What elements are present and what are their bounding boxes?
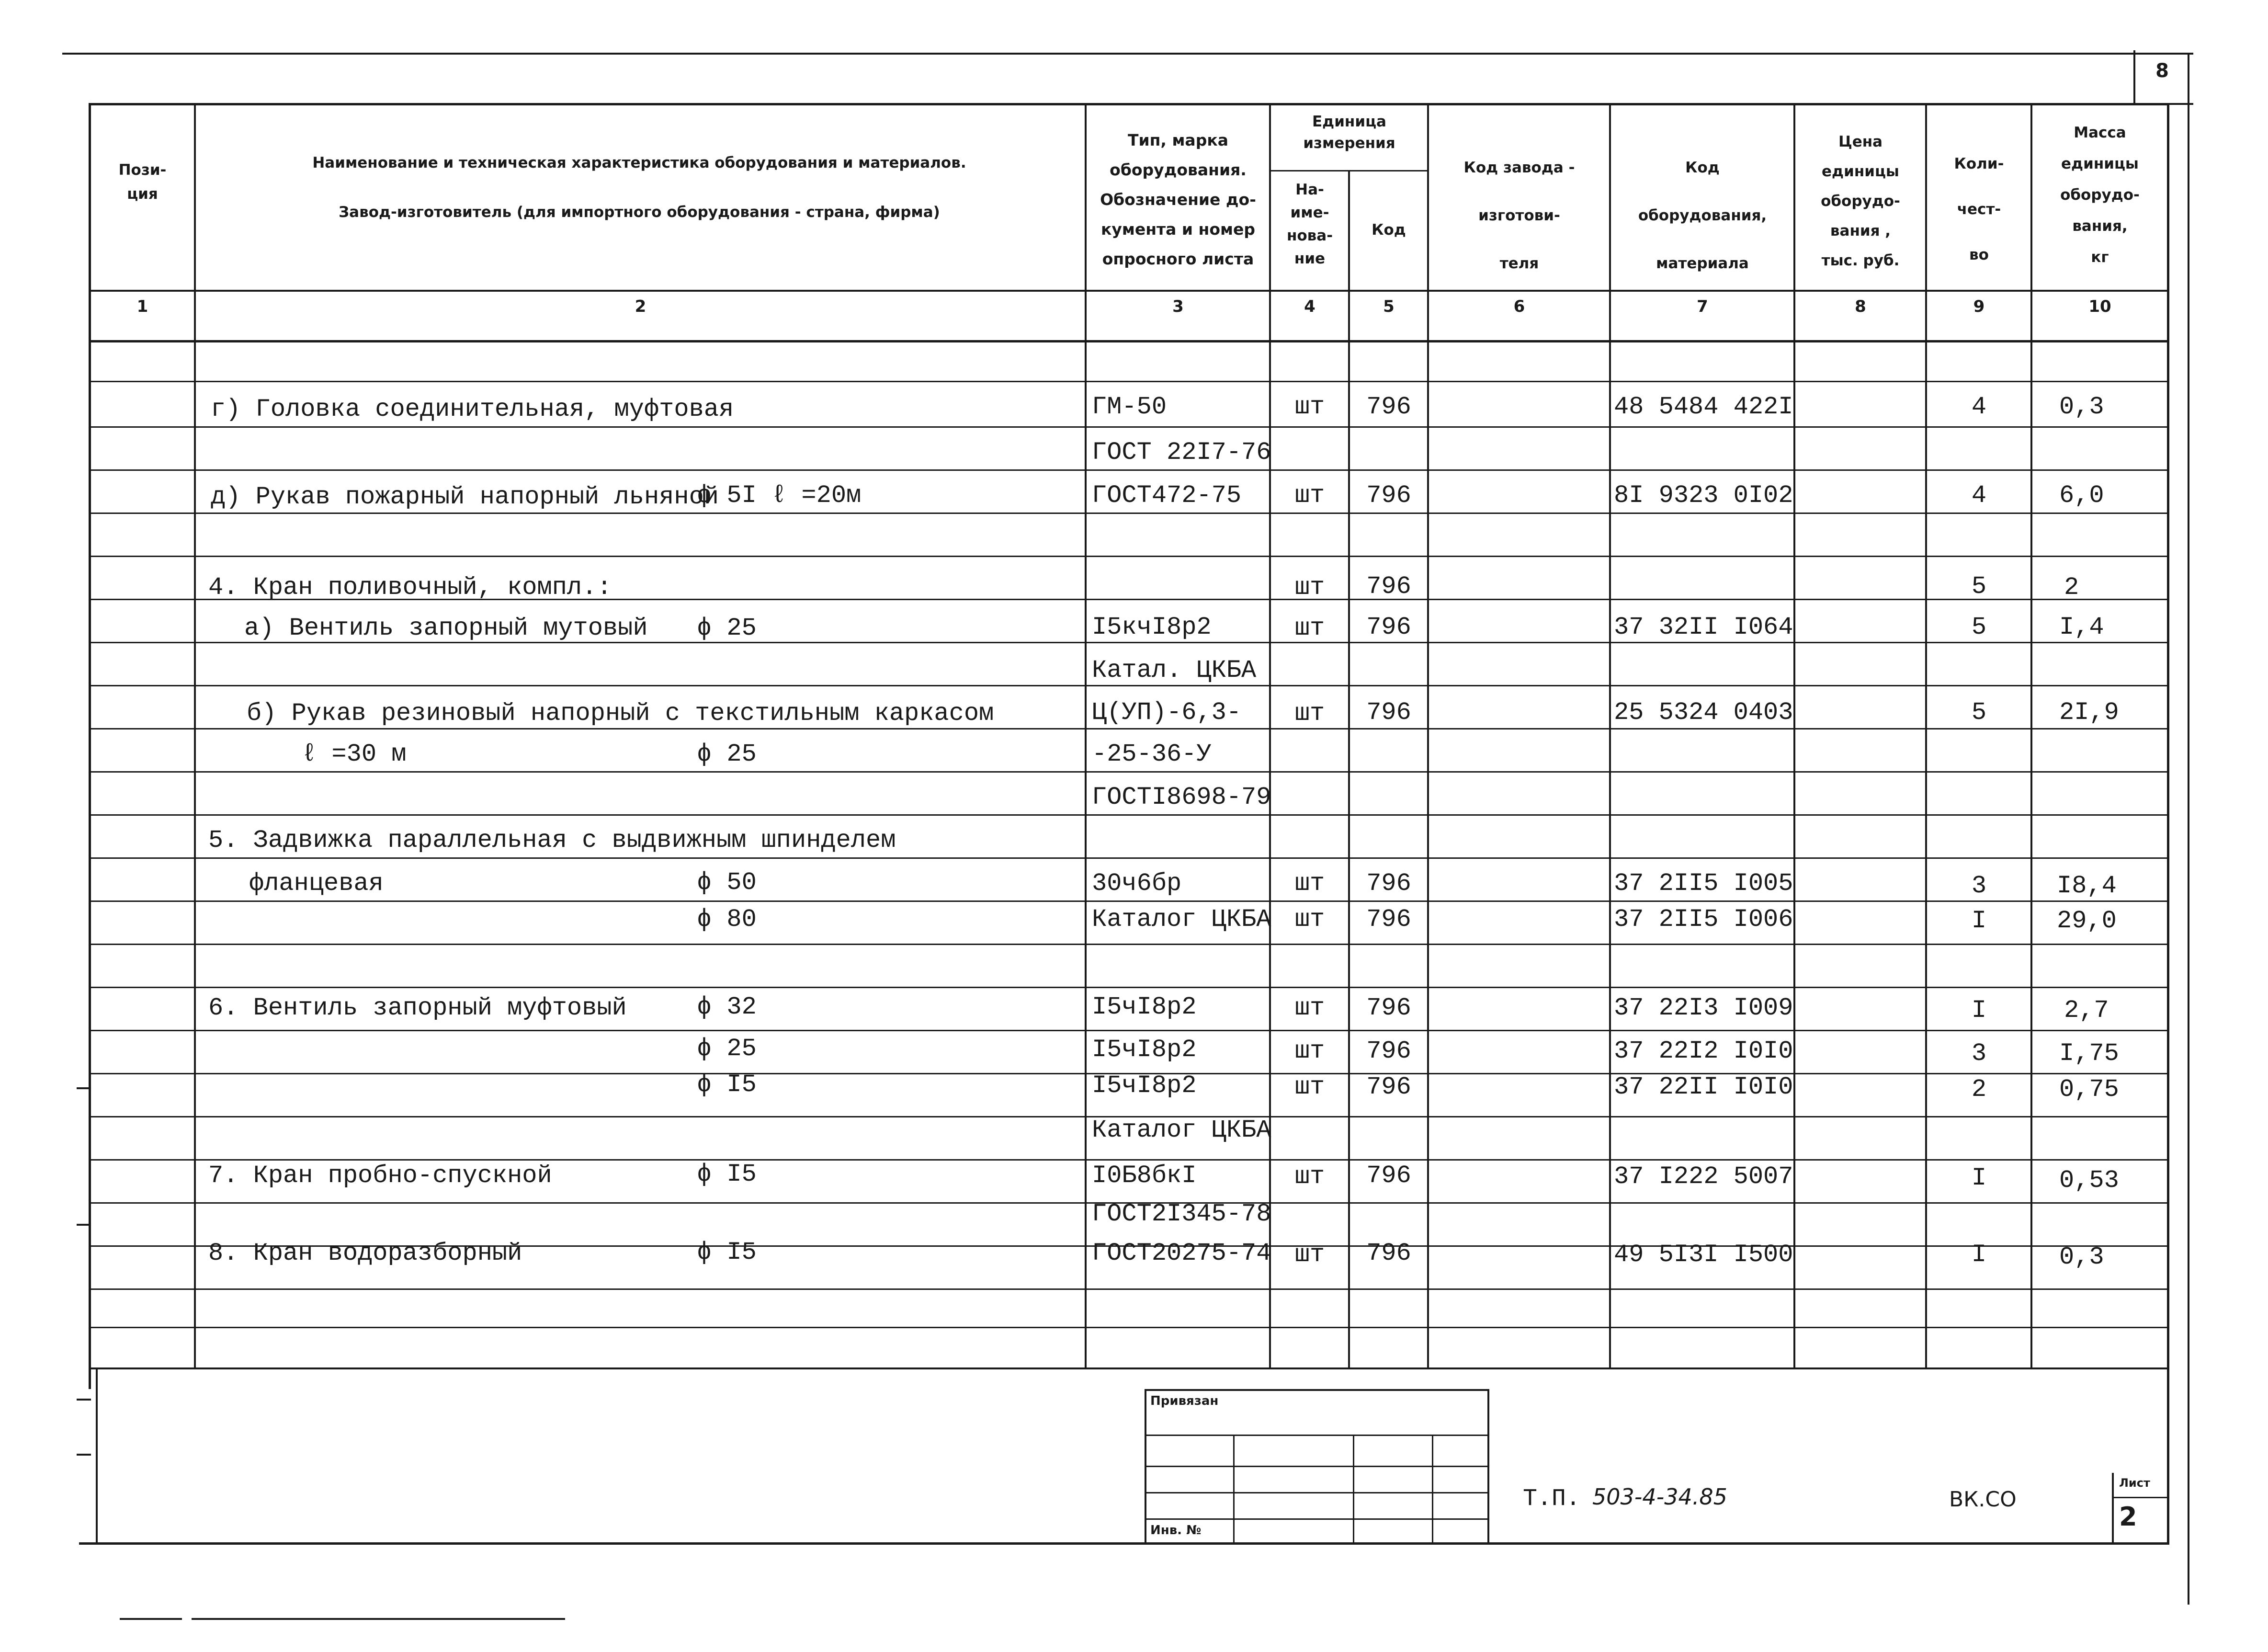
row-unit-code: 796 — [1366, 869, 1411, 898]
row-diameter: ϕ 25 — [697, 1035, 757, 1063]
column-number: 8 — [1855, 297, 1866, 316]
row-line — [89, 556, 2169, 557]
header-unit-name: На- име- нова- ние — [1286, 181, 1333, 267]
row-item-name: 5. Задвижка параллельная с выдвижным шпинделем — [208, 826, 896, 854]
privyazan-grid-line — [1145, 1518, 1489, 1520]
privyazan-grid-line — [1145, 1492, 1489, 1493]
row-equipment-code: 25 5324 0403 — [1614, 698, 1793, 727]
right-frame-line — [2188, 53, 2189, 1605]
row-equipment-code: 37 22I2 I0I0 — [1614, 1037, 1793, 1065]
row-line — [89, 857, 2169, 859]
row-mass: 0,3 — [2059, 1243, 2104, 1271]
column-number: 9 — [1973, 297, 1985, 316]
row-unit-code: 796 — [1366, 393, 1411, 421]
row-type: I5чI8р2 — [1092, 1036, 1197, 1064]
privyazan-grid-col — [1353, 1435, 1354, 1542]
row-line — [89, 469, 2169, 471]
row-unit-code: 796 — [1366, 1073, 1411, 1101]
row-item-name: д) Рукав пожарный напорный льняной — [211, 483, 719, 511]
row-mass: 29,0 — [2057, 907, 2117, 935]
row-quantity: 3 — [1971, 872, 1987, 900]
row-unit: шт — [1294, 905, 1325, 934]
column-number: 5 — [1383, 297, 1395, 316]
row-unit: шт — [1294, 1241, 1325, 1269]
doc-prefix: Т.П. — [1523, 1485, 1581, 1513]
margin-tick — [77, 1224, 91, 1226]
row-mass: I8,4 — [2057, 872, 2117, 900]
row-type: I5чI8р2 — [1092, 1071, 1197, 1100]
row-equipment-code: 37 22I3 I009 — [1614, 994, 1793, 1022]
privyazan-grid-col — [1432, 1435, 1433, 1542]
row-item-name: фланцевая — [249, 869, 384, 898]
row-equipment-code: 37 2II5 I005 — [1614, 869, 1793, 898]
col-divider-8 — [1925, 103, 1927, 1367]
row-type: Каталог ЦКБА — [1092, 905, 1271, 934]
column-number: 7 — [1697, 297, 1708, 316]
row-type: ГОСТ 22I7-76 — [1092, 438, 1271, 467]
row-unit: шт — [1294, 994, 1325, 1022]
header-name-line2: Завод-изготовитель (для импортного оборудования - страна, фирма) — [339, 204, 940, 221]
row-mass: 2I,9 — [2059, 698, 2119, 727]
row-unit-code: 796 — [1366, 1162, 1411, 1190]
row-type: Каталог ЦКБА — [1092, 1116, 1271, 1144]
row-equipment-code: 48 5484 422I — [1614, 393, 1793, 421]
table-top-border — [89, 103, 2169, 105]
row-type: I0Б8бкI — [1092, 1162, 1197, 1190]
row-diameter: ϕ 25 — [697, 740, 757, 768]
sheet-box-divider — [2112, 1497, 2169, 1498]
row-unit-code: 796 — [1366, 613, 1411, 641]
row-unit-code: 796 — [1366, 481, 1411, 510]
row-line — [89, 771, 2169, 773]
header-position: Пози- ция — [118, 161, 167, 203]
column-number: 6 — [1513, 297, 1525, 316]
table-right-border — [2167, 103, 2169, 1389]
row-item-name: б) Рукав резиновый напорный с текстильным каркасом — [247, 699, 994, 728]
row-diameter: ϕ I5 — [697, 1160, 757, 1188]
row-mass: I,4 — [2059, 613, 2104, 641]
sheet-label: Лист — [2119, 1476, 2150, 1490]
row-unit-code: 796 — [1366, 1037, 1411, 1065]
row-quantity: 2 — [1971, 1075, 1987, 1104]
row-line — [89, 513, 2169, 514]
col-divider-6 — [1609, 103, 1611, 1367]
row-item-name: 4. Кран поливочный, компл.: — [208, 573, 612, 602]
row-quantity: I — [1971, 1241, 1987, 1269]
row-quantity: I — [1971, 1164, 1987, 1192]
row-line — [89, 1288, 2169, 1290]
row-type: ГОСТ20275-74 — [1092, 1239, 1271, 1267]
privyazan-grid-line — [1145, 1466, 1489, 1467]
header-factory-code: Код завода - изготови- теля — [1463, 159, 1575, 272]
header-quantity: Коли- чест- во — [1954, 155, 2004, 263]
row-unit: шт — [1294, 869, 1325, 898]
row-mass: 0,75 — [2059, 1075, 2119, 1104]
row-diameter: ϕ I5 — [697, 1238, 757, 1266]
margin-tick — [77, 1454, 91, 1456]
row-unit-code: 796 — [1366, 572, 1411, 601]
privyazan-box-top — [1145, 1389, 1489, 1391]
row-equipment-code: 37 I222 5007 — [1614, 1162, 1793, 1191]
row-quantity: 5 — [1971, 613, 1987, 641]
row-line — [89, 900, 2169, 902]
column-number: 3 — [1172, 297, 1184, 316]
row-item-name: г) Головка соединительная, муфтовая — [211, 395, 734, 423]
row-line — [89, 426, 2169, 428]
row-item-name: 6. Вентиль запорный муфтовый — [208, 994, 627, 1022]
row-diameter: ϕ 80 — [697, 905, 757, 934]
inventory-number-label: Инв. № — [1150, 1523, 1202, 1538]
row-equipment-code: 8I 9323 0I02 — [1614, 481, 1793, 510]
row-equipment-code: 49 5I3I I500 — [1614, 1241, 1793, 1269]
header-mass: Масса единицы оборудо- вания, кг — [2060, 124, 2140, 266]
row-unit: шт — [1294, 573, 1325, 602]
col-divider-1 — [194, 103, 196, 1367]
row-unit-code: 796 — [1366, 698, 1411, 727]
privyazan-grid-line — [1145, 1435, 1489, 1436]
doc-mark: ВК.СО — [1949, 1487, 2017, 1512]
col-divider-3 — [1269, 103, 1271, 1367]
row-diameter: ϕ 32 — [697, 993, 757, 1021]
stamp-bottom-border — [79, 1542, 2169, 1545]
col-divider-2 — [1085, 103, 1087, 1367]
header-unit-code: Код — [1372, 221, 1406, 239]
row-line — [89, 1159, 2169, 1161]
row-item-name: а) Вентиль запорный мутовый — [244, 614, 648, 642]
row-unit: шт — [1294, 699, 1325, 728]
row-quantity: I — [1971, 907, 1987, 935]
stamp-left-border — [96, 1367, 98, 1545]
row-line — [89, 1030, 2169, 1031]
row-unit: шт — [1294, 481, 1325, 510]
row-type: ГОСТI8698-79 — [1092, 783, 1271, 811]
header-type: Тип, марка оборудования. Обозначение до- кумента и номер опросного листа — [1100, 131, 1256, 268]
row-type: ГМ-50 — [1092, 393, 1167, 421]
row-mass: 6,0 — [2059, 481, 2104, 510]
row-quantity: 4 — [1971, 481, 1987, 510]
row-type: I5чI8р2 — [1092, 993, 1197, 1021]
header-price: Цена единицы оборудо- вания , тыс. руб. — [1821, 133, 1900, 269]
col-divider-9 — [2030, 103, 2032, 1367]
row-diameter: ϕ 5I ℓ =20м — [697, 481, 862, 510]
row-mass: 2 — [2064, 573, 2079, 602]
row-equipment-code: 37 22II I0I0 — [1614, 1073, 1793, 1101]
header-bottom-line — [89, 290, 2169, 292]
sheet-box-left — [2112, 1473, 2114, 1542]
margin-tick — [77, 1087, 91, 1089]
row-unit-code: 796 — [1366, 1239, 1411, 1267]
header-unit-group: Единица измерения — [1303, 113, 1395, 152]
row-line — [89, 381, 2169, 382]
row-type: -25-36-У — [1092, 740, 1212, 768]
column-number: 10 — [2088, 297, 2111, 316]
row-diameter: ϕ 50 — [697, 868, 757, 897]
row-line — [89, 987, 2169, 988]
row-equipment-code: 37 32II I064 — [1614, 613, 1793, 641]
row-type: 30ч6бр — [1092, 869, 1182, 898]
row-type: Ц(УП)-6,3- — [1092, 698, 1242, 727]
col-divider-5 — [1427, 103, 1429, 1367]
col-divider-4 — [1348, 170, 1350, 1367]
row-item-name: ℓ =30 м — [302, 740, 407, 768]
row-unit-code: 796 — [1366, 905, 1411, 934]
row-line — [89, 1327, 2169, 1328]
row-type: ГОСТ472-75 — [1092, 481, 1242, 510]
row-quantity: 3 — [1971, 1039, 1987, 1068]
table-bottom-line — [89, 1367, 2169, 1369]
colnum-bottom-line — [89, 340, 2169, 342]
bottom-mark-line — [192, 1618, 565, 1620]
row-mass: 0,53 — [2059, 1166, 2119, 1195]
privyazan-grid-col — [1233, 1435, 1235, 1542]
sheet-number: 2 — [2119, 1502, 2137, 1532]
row-diameter: ϕ 25 — [697, 614, 757, 642]
row-unit: шт — [1294, 1073, 1325, 1101]
unit-group-divider — [1269, 170, 1429, 171]
top-frame-line — [62, 53, 2193, 55]
row-item-name: 8. Кран водоразборный — [208, 1239, 522, 1267]
row-unit: шт — [1294, 614, 1325, 642]
column-number: 2 — [635, 297, 646, 316]
col-divider-7 — [1793, 103, 1795, 1367]
bottom-mark-line — [120, 1618, 182, 1620]
row-unit: шт — [1294, 393, 1325, 421]
row-mass: 2,7 — [2064, 996, 2109, 1025]
sheet-corner-number: 8 — [2155, 60, 2169, 82]
privyazan-label: Привязан — [1150, 1394, 1219, 1408]
row-unit: шт — [1294, 1037, 1325, 1065]
row-quantity: I — [1971, 996, 1987, 1025]
row-line — [89, 685, 2169, 686]
row-line — [89, 728, 2169, 729]
margin-tick — [77, 1399, 91, 1401]
row-quantity: 5 — [1971, 698, 1987, 727]
doc-number: 503-4-34.85 — [1592, 1484, 1727, 1510]
row-unit: шт — [1294, 1162, 1325, 1191]
column-number: 4 — [1304, 297, 1315, 316]
header-equipment-code: Код оборудования, материала — [1638, 159, 1767, 272]
row-equipment-code: 37 2II5 I006 — [1614, 905, 1793, 934]
row-mass: 0,3 — [2059, 393, 2104, 421]
row-line — [89, 944, 2169, 945]
row-line — [89, 814, 2169, 816]
row-quantity: 5 — [1971, 572, 1987, 601]
row-type: ГОСТ2I345-78 — [1092, 1200, 1271, 1228]
row-mass: I,75 — [2059, 1039, 2119, 1068]
row-item-name: 7. Кран пробно-спускной — [208, 1162, 552, 1190]
row-quantity: 4 — [1971, 393, 1987, 421]
row-type: I5кчI8р2 — [1092, 613, 1212, 641]
row-diameter: ϕ I5 — [697, 1071, 757, 1099]
column-number: 1 — [136, 297, 148, 316]
row-unit-code: 796 — [1366, 994, 1411, 1022]
header-name-line1: Наименование и техническая характеристика оборудования и материалов. — [312, 154, 966, 171]
stamp-right-border — [2167, 1367, 2169, 1545]
row-type: Катал. ЦКБА — [1092, 656, 1257, 684]
corner-box-left — [2133, 50, 2135, 104]
